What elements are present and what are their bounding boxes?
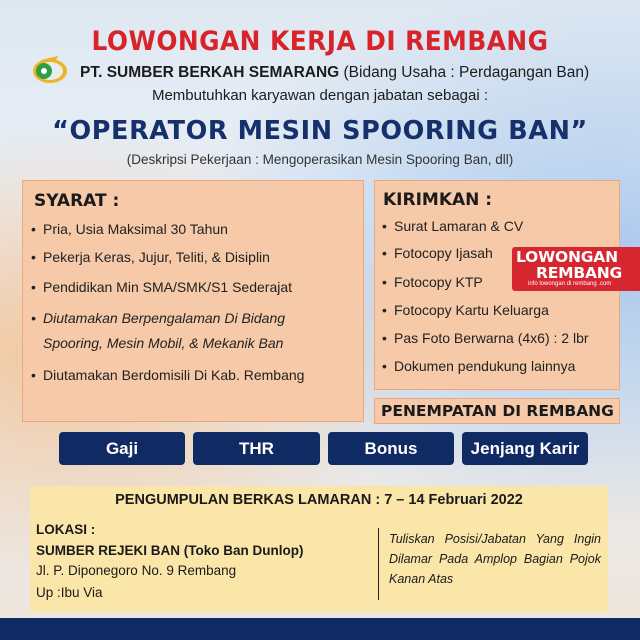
job-position-title: “OPERATOR MESIN SPOORING BAN” (52, 116, 588, 146)
envelope-note: Tuliskan Posisi/Jabatan Yang Ingin Dilamar Pada Amplop Bagian Pojok Kanan Atas (389, 532, 601, 586)
placement-label: PENEMPATAN DI REMBANG (381, 402, 614, 420)
business-field: (Bidang Usaha : Perdagangan Ban) (339, 64, 590, 81)
deadline-text: PENGUMPULAN BERKAS LAMARAN : 7 – 14 Februari 2022 (115, 492, 523, 508)
company-logo-icon (31, 54, 69, 84)
company-line (80, 64, 589, 82)
job-description: (Deskripsi Pekerjaan : Mengoperasikan Mesin Spooring Ban, dll) (126, 152, 514, 167)
requirements-heading: SYARAT : (34, 191, 120, 211)
placement-box (374, 398, 620, 424)
benefit-badge-bonus: Bonus (328, 432, 454, 465)
watermark-line1: LOWONGAN (516, 248, 618, 266)
watermark-badge (512, 247, 640, 291)
documents-heading: KIRIMKAN : (383, 190, 493, 210)
benefit-badge-salary: Gaji (59, 432, 185, 465)
watermark-line2: REMBANG (536, 264, 623, 282)
document-item: • Pas Foto Berwarna (4x6) : 2 lbr (394, 330, 589, 346)
requirement-item: • Pekerja Keras, Jujur, Teliti, & Disiplin (43, 249, 270, 265)
document-item: • Fotocopy Kartu Keluarga (394, 302, 549, 318)
benefit-badge-thr: THR (193, 432, 320, 465)
location-info-box (30, 516, 608, 612)
info-divider (378, 528, 379, 600)
document-item: • Fotocopy Ijasah (394, 245, 493, 261)
requirement-item: • Pria, Usia Maksimal 30 Tahun (43, 221, 228, 237)
footer-bar (0, 618, 640, 640)
location-name: SUMBER REJEKI BAN (Toko Ban Dunlop) (36, 543, 304, 558)
requirement-item: • Diutamakan Berdomisili Di Kab. Rembang (43, 367, 304, 383)
location-address: Jl. P. Diponegoro No. 9 Rembang (36, 563, 237, 578)
requirement-item: • Pendidikan Min SMA/SMK/S1 Sederajat (43, 279, 292, 295)
location-label: LOKASI : (36, 522, 96, 537)
benefit-badge-career: Jenjang Karir (462, 432, 588, 465)
requirements-panel (22, 180, 364, 422)
requirement-item: • Diutamakan Berpengalaman Di Bidang (43, 310, 285, 326)
document-item: • Dokumen pendukung lainnya (394, 358, 575, 374)
location-contact: Up :Ibu Via (36, 585, 103, 600)
poster-title: LOWONGAN KERJA DI REMBANG (91, 26, 549, 57)
company-name: PT. SUMBER BERKAH SEMARANG (80, 64, 340, 81)
needs-statement: Membutuhkan karyawan dengan jabatan sebagai : (151, 87, 489, 104)
document-item: • Fotocopy KTP (394, 274, 483, 290)
watermark-line3: info lowongan di rembang .com (528, 281, 612, 287)
requirement-item-continued: Spooring, Mesin Mobil, & Mekanik Ban (43, 335, 284, 351)
deadline-banner (30, 486, 608, 516)
document-item: • Surat Lamaran & CV (394, 218, 523, 234)
